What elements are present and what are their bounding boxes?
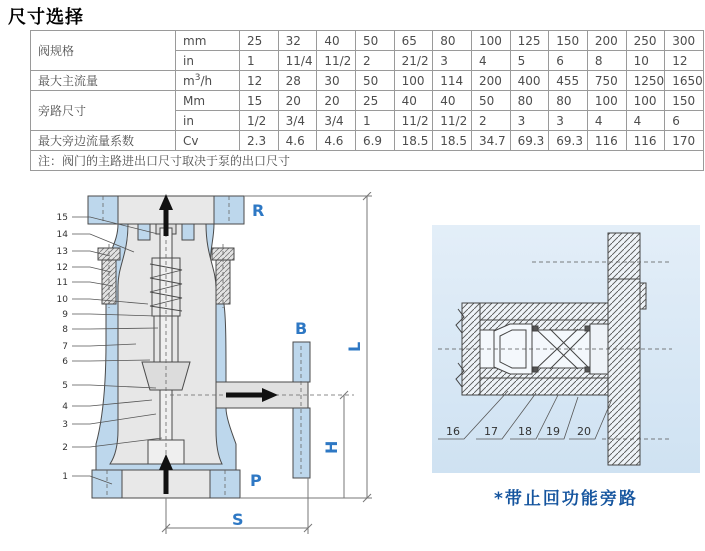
cell-value: 12 <box>665 51 704 71</box>
row-unit: in <box>176 111 240 131</box>
cell-value: 750 <box>587 71 626 91</box>
part-number-14: 14 <box>56 230 68 240</box>
cell-value: 28 <box>278 71 317 91</box>
cell-value: 12 <box>240 71 279 91</box>
cell-value: 1650 <box>665 71 704 91</box>
valve-body <box>88 196 310 498</box>
table-row <box>31 71 704 91</box>
part-number-1: 1 <box>62 472 68 482</box>
cell-value: 3 <box>549 111 588 131</box>
cell-value: 11/2 <box>394 111 433 131</box>
row-unit: $m^3/h$ <box>176 71 240 91</box>
cell-value: 1250 <box>626 71 665 91</box>
part-number-17: 17 <box>484 425 498 438</box>
dim-letter-P: P <box>250 471 262 490</box>
cell-value: 6 <box>665 111 704 131</box>
cell-value: 8 <box>587 51 626 71</box>
cell-value: 125 <box>510 31 549 51</box>
dim-letter-R: R <box>252 201 265 220</box>
cell-value: 11/4 <box>278 51 317 71</box>
cell-value: 2.3 <box>240 131 279 151</box>
cell-value: 114 <box>433 71 472 91</box>
cell-value: 25 <box>355 91 394 111</box>
cell-value: 6 <box>549 51 588 71</box>
cell-value: 455 <box>549 71 588 91</box>
row-unit: Mm <box>176 91 240 111</box>
cell-value: 200 <box>587 31 626 51</box>
cell-value: 30 <box>317 71 356 91</box>
cell-value: 20 <box>317 91 356 111</box>
cell-value: 18.5 <box>433 131 472 151</box>
part-number-18: 18 <box>518 425 532 438</box>
cell-value: 32 <box>278 31 317 51</box>
part-number-5: 5 <box>62 381 68 391</box>
cell-value: 50 <box>355 31 394 51</box>
cell-value: 100 <box>394 71 433 91</box>
cell-value: 150 <box>665 91 704 111</box>
cell-value: 1 <box>355 111 394 131</box>
table-note: 注：阀门的主路进出口尺寸取决于泵的出口尺寸 <box>31 151 704 171</box>
cell-value: 34.7 <box>471 131 510 151</box>
row-label: 最大主流量 <box>31 71 176 91</box>
part-number-16: 16 <box>446 425 460 438</box>
part-number-15: 15 <box>56 213 68 223</box>
cell-value: 170 <box>665 131 704 151</box>
cell-value: 50 <box>355 71 394 91</box>
cell-value: 11/2 <box>317 51 356 71</box>
cell-value: 5 <box>510 51 549 71</box>
cell-value: 100 <box>471 31 510 51</box>
part-number-4: 4 <box>62 402 68 412</box>
table-note-row <box>31 151 704 171</box>
row-unit: mm <box>176 31 240 51</box>
valve-section-diagram <box>10 192 430 550</box>
part-number-19: 19 <box>546 425 560 438</box>
cell-value: 20 <box>278 91 317 111</box>
bypass-caption: *带止回功能旁路 <box>494 489 638 509</box>
cell-value: 400 <box>510 71 549 91</box>
part-number-6: 6 <box>62 357 68 367</box>
row-label: 最大旁边流量系数 <box>31 131 176 151</box>
cell-value: 1/2 <box>240 111 279 131</box>
part-number-12: 12 <box>56 263 68 273</box>
dim-letter-S: S <box>232 510 244 529</box>
row-label: 旁路尺寸 <box>31 91 176 131</box>
dim-letter-B: B <box>295 319 308 338</box>
part-number-10: 10 <box>56 295 68 305</box>
part-number-9: 9 <box>62 310 68 320</box>
cell-value: 40 <box>317 31 356 51</box>
cell-value: 2 <box>471 111 510 131</box>
cell-value: 3 <box>510 111 549 131</box>
cell-value: 69.3 <box>549 131 588 151</box>
row-unit: in <box>176 51 240 71</box>
row-label: 阀规格 <box>31 31 176 71</box>
cell-value: 100 <box>626 91 665 111</box>
cell-value: 4 <box>626 111 665 131</box>
cell-value: 300 <box>665 31 704 51</box>
cell-value: 3 <box>433 51 472 71</box>
cell-value: 100 <box>587 91 626 111</box>
cell-value: 4.6 <box>317 131 356 151</box>
cell-value: 40 <box>394 91 433 111</box>
cell-value: 3/4 <box>278 111 317 131</box>
cell-value: 2 <box>355 51 394 71</box>
bypass-section-diagram <box>432 225 700 473</box>
part-number-13: 13 <box>56 247 68 257</box>
dim-letter-L: L <box>345 341 364 352</box>
part-number-8: 8 <box>62 325 68 335</box>
cell-value: 50 <box>471 91 510 111</box>
cell-value: 116 <box>587 131 626 151</box>
cell-value: 3/4 <box>317 111 356 131</box>
part-number-20: 20 <box>577 425 591 438</box>
cell-value: 1 <box>240 51 279 71</box>
part-number-2: 2 <box>62 443 68 453</box>
row-unit: Cv <box>176 131 240 151</box>
cell-value: 18.5 <box>394 131 433 151</box>
cell-value: 69.3 <box>510 131 549 151</box>
cell-value: 4.6 <box>278 131 317 151</box>
dim-letter-H: H <box>322 440 341 454</box>
cell-value: 11/2 <box>433 111 472 131</box>
cell-value: 25 <box>240 31 279 51</box>
cell-value: 10 <box>626 51 665 71</box>
spec-table <box>30 30 704 171</box>
part-number-11: 11 <box>56 278 68 288</box>
cell-value: 80 <box>510 91 549 111</box>
cell-value: 4 <box>471 51 510 71</box>
cell-value: 80 <box>549 91 588 111</box>
page-title: 尺寸选择 <box>8 7 84 28</box>
cell-value: 116 <box>626 131 665 151</box>
table-row <box>31 91 704 111</box>
cell-value: 150 <box>549 31 588 51</box>
part-number-3: 3 <box>62 420 68 430</box>
table-row <box>31 131 704 151</box>
cell-value: 200 <box>471 71 510 91</box>
part-number-7: 7 <box>62 342 68 352</box>
cell-value: 40 <box>433 91 472 111</box>
cell-value: 4 <box>587 111 626 131</box>
table-row <box>31 31 704 51</box>
cell-value: 6.9 <box>355 131 394 151</box>
cell-value: 80 <box>433 31 472 51</box>
cell-value: 65 <box>394 31 433 51</box>
cell-value: 250 <box>626 31 665 51</box>
cell-value: 15 <box>240 91 279 111</box>
cell-value: 21/2 <box>394 51 433 71</box>
